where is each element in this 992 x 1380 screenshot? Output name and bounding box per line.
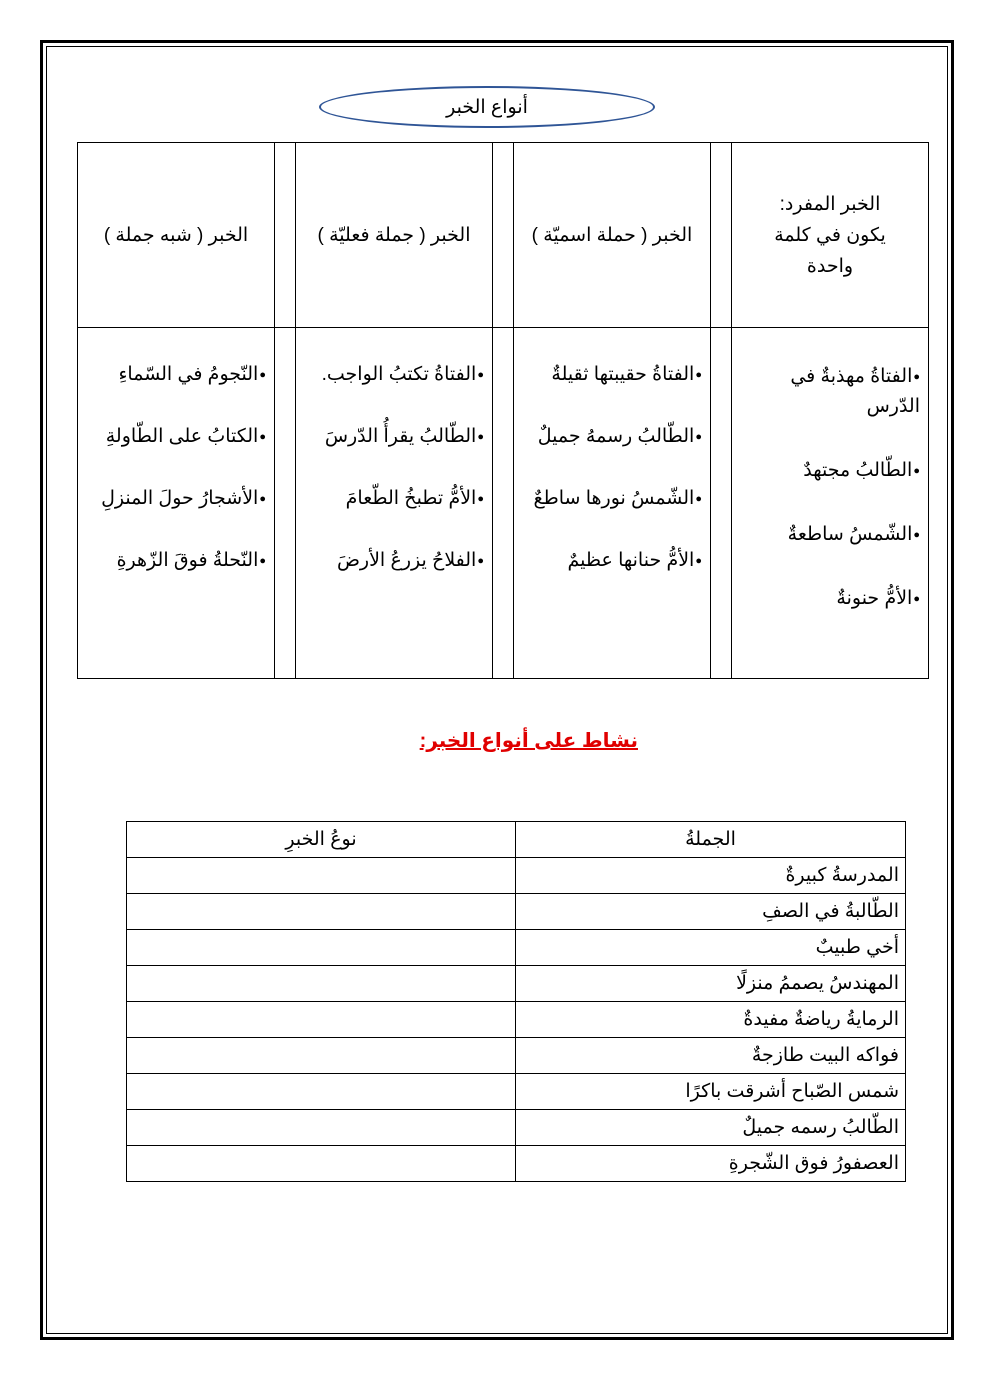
example-item: ● الفلاحُ يزرعُ الأرضَ <box>302 546 484 576</box>
example-item: ● الفتاةُ حقيبتها ثقيلةٌ <box>520 360 702 390</box>
table-row <box>127 1146 906 1182</box>
example-item: ● الشّمسُ ساطعةٌ <box>738 520 920 550</box>
example-item: ● الطّالبُ مجتهدٌ <box>738 456 920 486</box>
spacer-cell <box>275 328 296 679</box>
activity-table <box>126 821 906 1182</box>
answer-cell[interactable] <box>127 894 516 930</box>
sentence-cell: الطّالبُ رسمه جميلٌ <box>516 1110 906 1146</box>
activity-title: نشاط على أنواع الخبر: <box>419 730 638 752</box>
header-nominal: الخبر ( حملة اسميّة ) <box>514 143 711 328</box>
types-examples-row <box>78 328 929 679</box>
table-row <box>127 1002 906 1038</box>
sentence-cell: العصفورُ فوق الشّجرةِ <box>516 1146 906 1182</box>
answer-cell[interactable] <box>127 1074 516 1110</box>
example-item: ● الطّالبُ رسمهُ جميلٌ <box>520 422 702 452</box>
answer-cell[interactable] <box>127 1110 516 1146</box>
spacer-cell <box>711 328 732 679</box>
example-item: ● الكتابُ على الطّاولةِ <box>84 422 266 452</box>
example-item: ● الأمُّ تطبخُ الطّعامَ <box>302 484 484 514</box>
sentence-cell: المهندسُ يصممُ منزلًا <box>516 966 906 1002</box>
sentence-cell: المدرسةُ كبيرةٌ <box>516 858 906 894</box>
answer-cell[interactable] <box>127 966 516 1002</box>
table-row <box>127 930 906 966</box>
header-semi: الخبر ( شبه جملة ) <box>78 143 275 328</box>
answer-cell[interactable] <box>127 1002 516 1038</box>
sentence-cell: شمس الصّباح أشرقت باكرًا <box>516 1074 906 1110</box>
header-verbal: الخبر ( جملة فعليّة ) <box>296 143 493 328</box>
sentence-cell: الرمايةُ رياضةٌ مفيدةٌ <box>516 1002 906 1038</box>
sentence-cell: الطّالبةُ في الصفِ <box>516 894 906 930</box>
spacer-cell <box>711 143 732 328</box>
example-item: ● الطّالبُ يقرأُ الدّرسَ <box>302 422 484 452</box>
title-oval <box>319 86 655 128</box>
sentence-cell: أخي طبيبٌ <box>516 930 906 966</box>
table-row <box>127 1110 906 1146</box>
header-single-line: يكون في كلمة <box>774 224 886 246</box>
answer-cell[interactable] <box>127 858 516 894</box>
header-single-line: الخبر المفرد: <box>779 193 881 215</box>
predicate-types-table <box>77 142 929 679</box>
verbal-examples <box>296 328 493 679</box>
page-title: أنواع الخبر <box>446 96 528 118</box>
header-single-line: واحدة <box>806 255 854 277</box>
table-row <box>127 966 906 1002</box>
table-row <box>127 894 906 930</box>
single-examples <box>732 328 929 679</box>
answer-cell[interactable] <box>127 1146 516 1182</box>
spacer-cell <box>275 143 296 328</box>
col-sentence-header: الجملةُ <box>516 822 906 858</box>
answer-cell[interactable] <box>127 1038 516 1074</box>
example-item: ● النّجومُ في السّماءِ <box>84 360 266 390</box>
spacer-cell <box>493 143 514 328</box>
example-item: ● النّحلةُ فوقَ الزّهرةِ <box>84 546 266 576</box>
table-row <box>127 1038 906 1074</box>
activity-header-row <box>127 822 906 858</box>
table-row <box>127 1074 906 1110</box>
semi-examples <box>78 328 275 679</box>
example-item: ● الفتاةُ تكتبُ الواجب. <box>302 360 484 390</box>
header-single <box>732 143 929 328</box>
table-row <box>127 858 906 894</box>
example-item: ● الأشجارُ حولَ المنزلِ <box>84 484 266 514</box>
example-item: ● الأمُّ حنونةٌ <box>738 584 920 614</box>
nominal-examples <box>514 328 711 679</box>
example-item: ● الأمُّ حنانها عظيمٌ <box>520 546 702 576</box>
example-item: ● الفتاةُ مهذبةٌ في الدّرس <box>738 362 920 422</box>
answer-cell[interactable] <box>127 930 516 966</box>
types-header-row <box>78 143 929 328</box>
sentence-cell: فواكه البيت طازجةٌ <box>516 1038 906 1074</box>
col-type-header: نوعُ الخبرِ <box>127 822 516 858</box>
spacer-cell <box>493 328 514 679</box>
example-item: ● الشّمسُ نورها ساطعٌ <box>520 484 702 514</box>
